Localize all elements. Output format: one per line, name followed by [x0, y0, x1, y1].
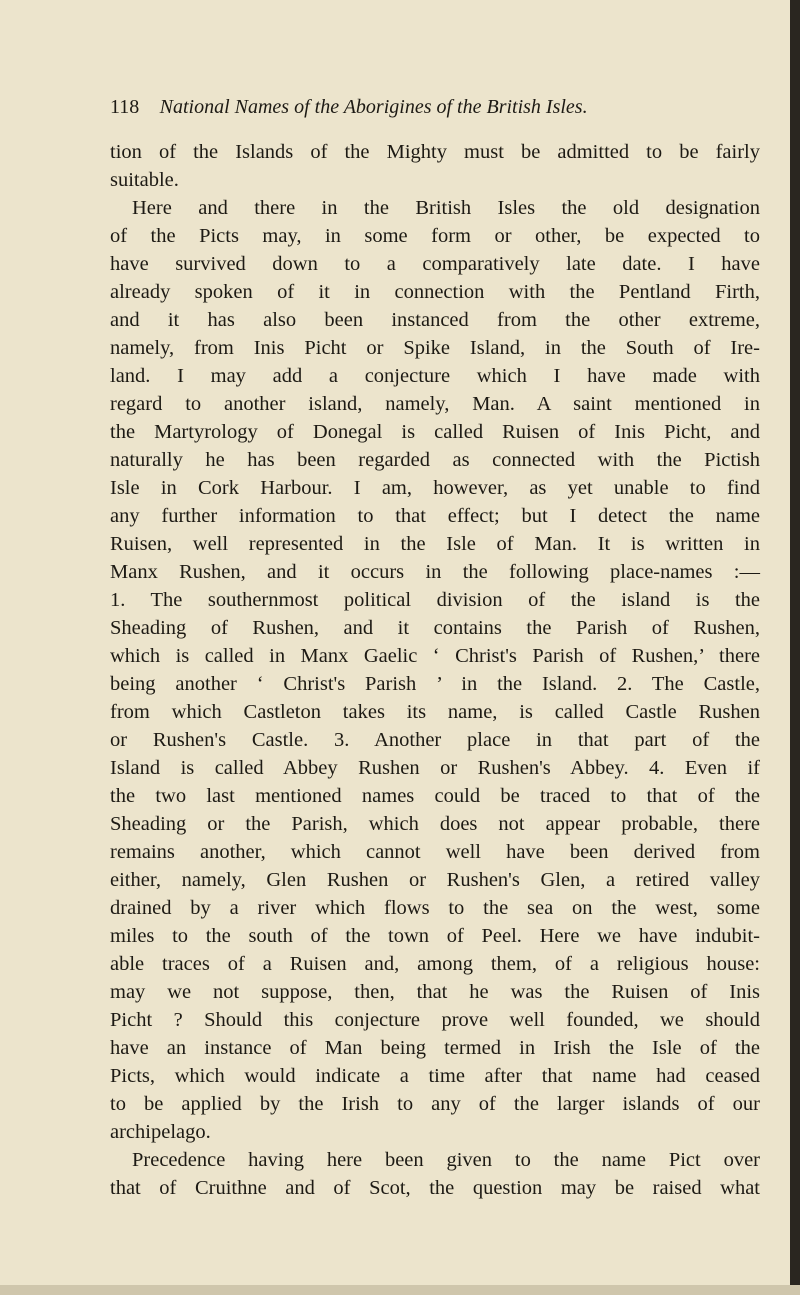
text-line: any further information to that effect; but I detect the name — [110, 505, 760, 527]
text-line: Picts, which would indicate a time after that name had ceased — [110, 1065, 760, 1087]
text-line: drained by a river which flows to the sea on the west, some — [110, 897, 760, 919]
page-header — [110, 94, 750, 119]
text-line: remains another, which cannot well have been derived from — [110, 841, 760, 863]
text-line: able traces of a Ruisen and, among them, of a religious house: — [110, 953, 760, 975]
body-text — [110, 138, 760, 1202]
text-line: already spoken of it in connection with the Pentland Firth, — [110, 281, 760, 303]
page-bottom-edge — [0, 1285, 800, 1295]
text-line: Island is called Abbey Rushen or Rushen's Abbey. 4. Even if — [110, 757, 760, 779]
text-line: Sheading or the Parish, which does not appear probable, there — [110, 813, 760, 835]
text-line: being another ‘ Christ's Parish ’ in the Island. 2. The Castle, — [110, 673, 760, 695]
text-line: have an instance of Man being termed in Irish the Isle of the — [110, 1037, 760, 1059]
text-line: namely, from Inis Picht or Spike Island, in the South of Ire- — [110, 337, 760, 359]
running-title: National Names of the Aborigines of the British Isles. — [159, 96, 588, 118]
text-line: the two last mentioned names could be traced to that of the — [110, 785, 760, 807]
text-line: and it has also been instanced from the other extreme, — [110, 309, 760, 331]
text-line: land. I may add a conjecture which I have made with — [110, 365, 760, 387]
page-edge-shadow — [790, 0, 800, 1295]
text-line: Precedence having here been given to the name Pict over — [132, 1149, 760, 1171]
text-line: archipelago. — [110, 1121, 211, 1143]
text-line: may we not suppose, then, that he was the Ruisen of Inis — [110, 981, 760, 1003]
text-line: that of Cruithne and of Scot, the question may be raised what — [110, 1177, 760, 1199]
text-line: either, namely, Glen Rushen or Rushen's Glen, a retired valley — [110, 869, 760, 891]
text-line: Manx Rushen, and it occurs in the following place-names :— — [110, 561, 760, 583]
text-line: naturally he has been regarded as connected with the Pictish — [110, 449, 760, 471]
text-line: suitable. — [110, 169, 179, 191]
text-line: to be applied by the Irish to any of the larger islands of our — [110, 1093, 760, 1115]
page-number: 118 — [110, 96, 140, 118]
text-line: of the Picts may, in some form or other, be expected to — [110, 225, 760, 247]
text-line: Picht ? Should this conjecture prove well founded, we should — [110, 1009, 760, 1031]
text-line: Sheading of Rushen, and it contains the Parish of Rushen, — [110, 617, 760, 639]
text-line: from which Castleton takes its name, is called Castle Rushen — [110, 701, 760, 723]
text-line: the Martyrology of Donegal is called Ruisen of Inis Picht, and — [110, 421, 760, 443]
text-line: which is called in Manx Gaelic ‘ Christ's Parish of Rushen,’ there — [110, 645, 760, 667]
text-line: Isle in Cork Harbour. I am, however, as yet unable to find — [110, 477, 760, 499]
text-line: regard to another island, namely, Man. A saint mentioned in — [110, 393, 760, 415]
text-line: 1. The southernmost political division of the island is the — [110, 589, 760, 611]
text-line: Ruisen, well represented in the Isle of Man. It is written in — [110, 533, 760, 555]
text-line: tion of the Islands of the Mighty must be admitted to be fairly — [110, 141, 760, 163]
text-line: or Rushen's Castle. 3. Another place in that part of the — [110, 729, 760, 751]
text-line: Here and there in the British Isles the old designation — [132, 197, 760, 219]
text-line: have survived down to a comparatively late date. I have — [110, 253, 760, 275]
text-line: miles to the south of the town of Peel. Here we have indubit- — [110, 925, 760, 947]
